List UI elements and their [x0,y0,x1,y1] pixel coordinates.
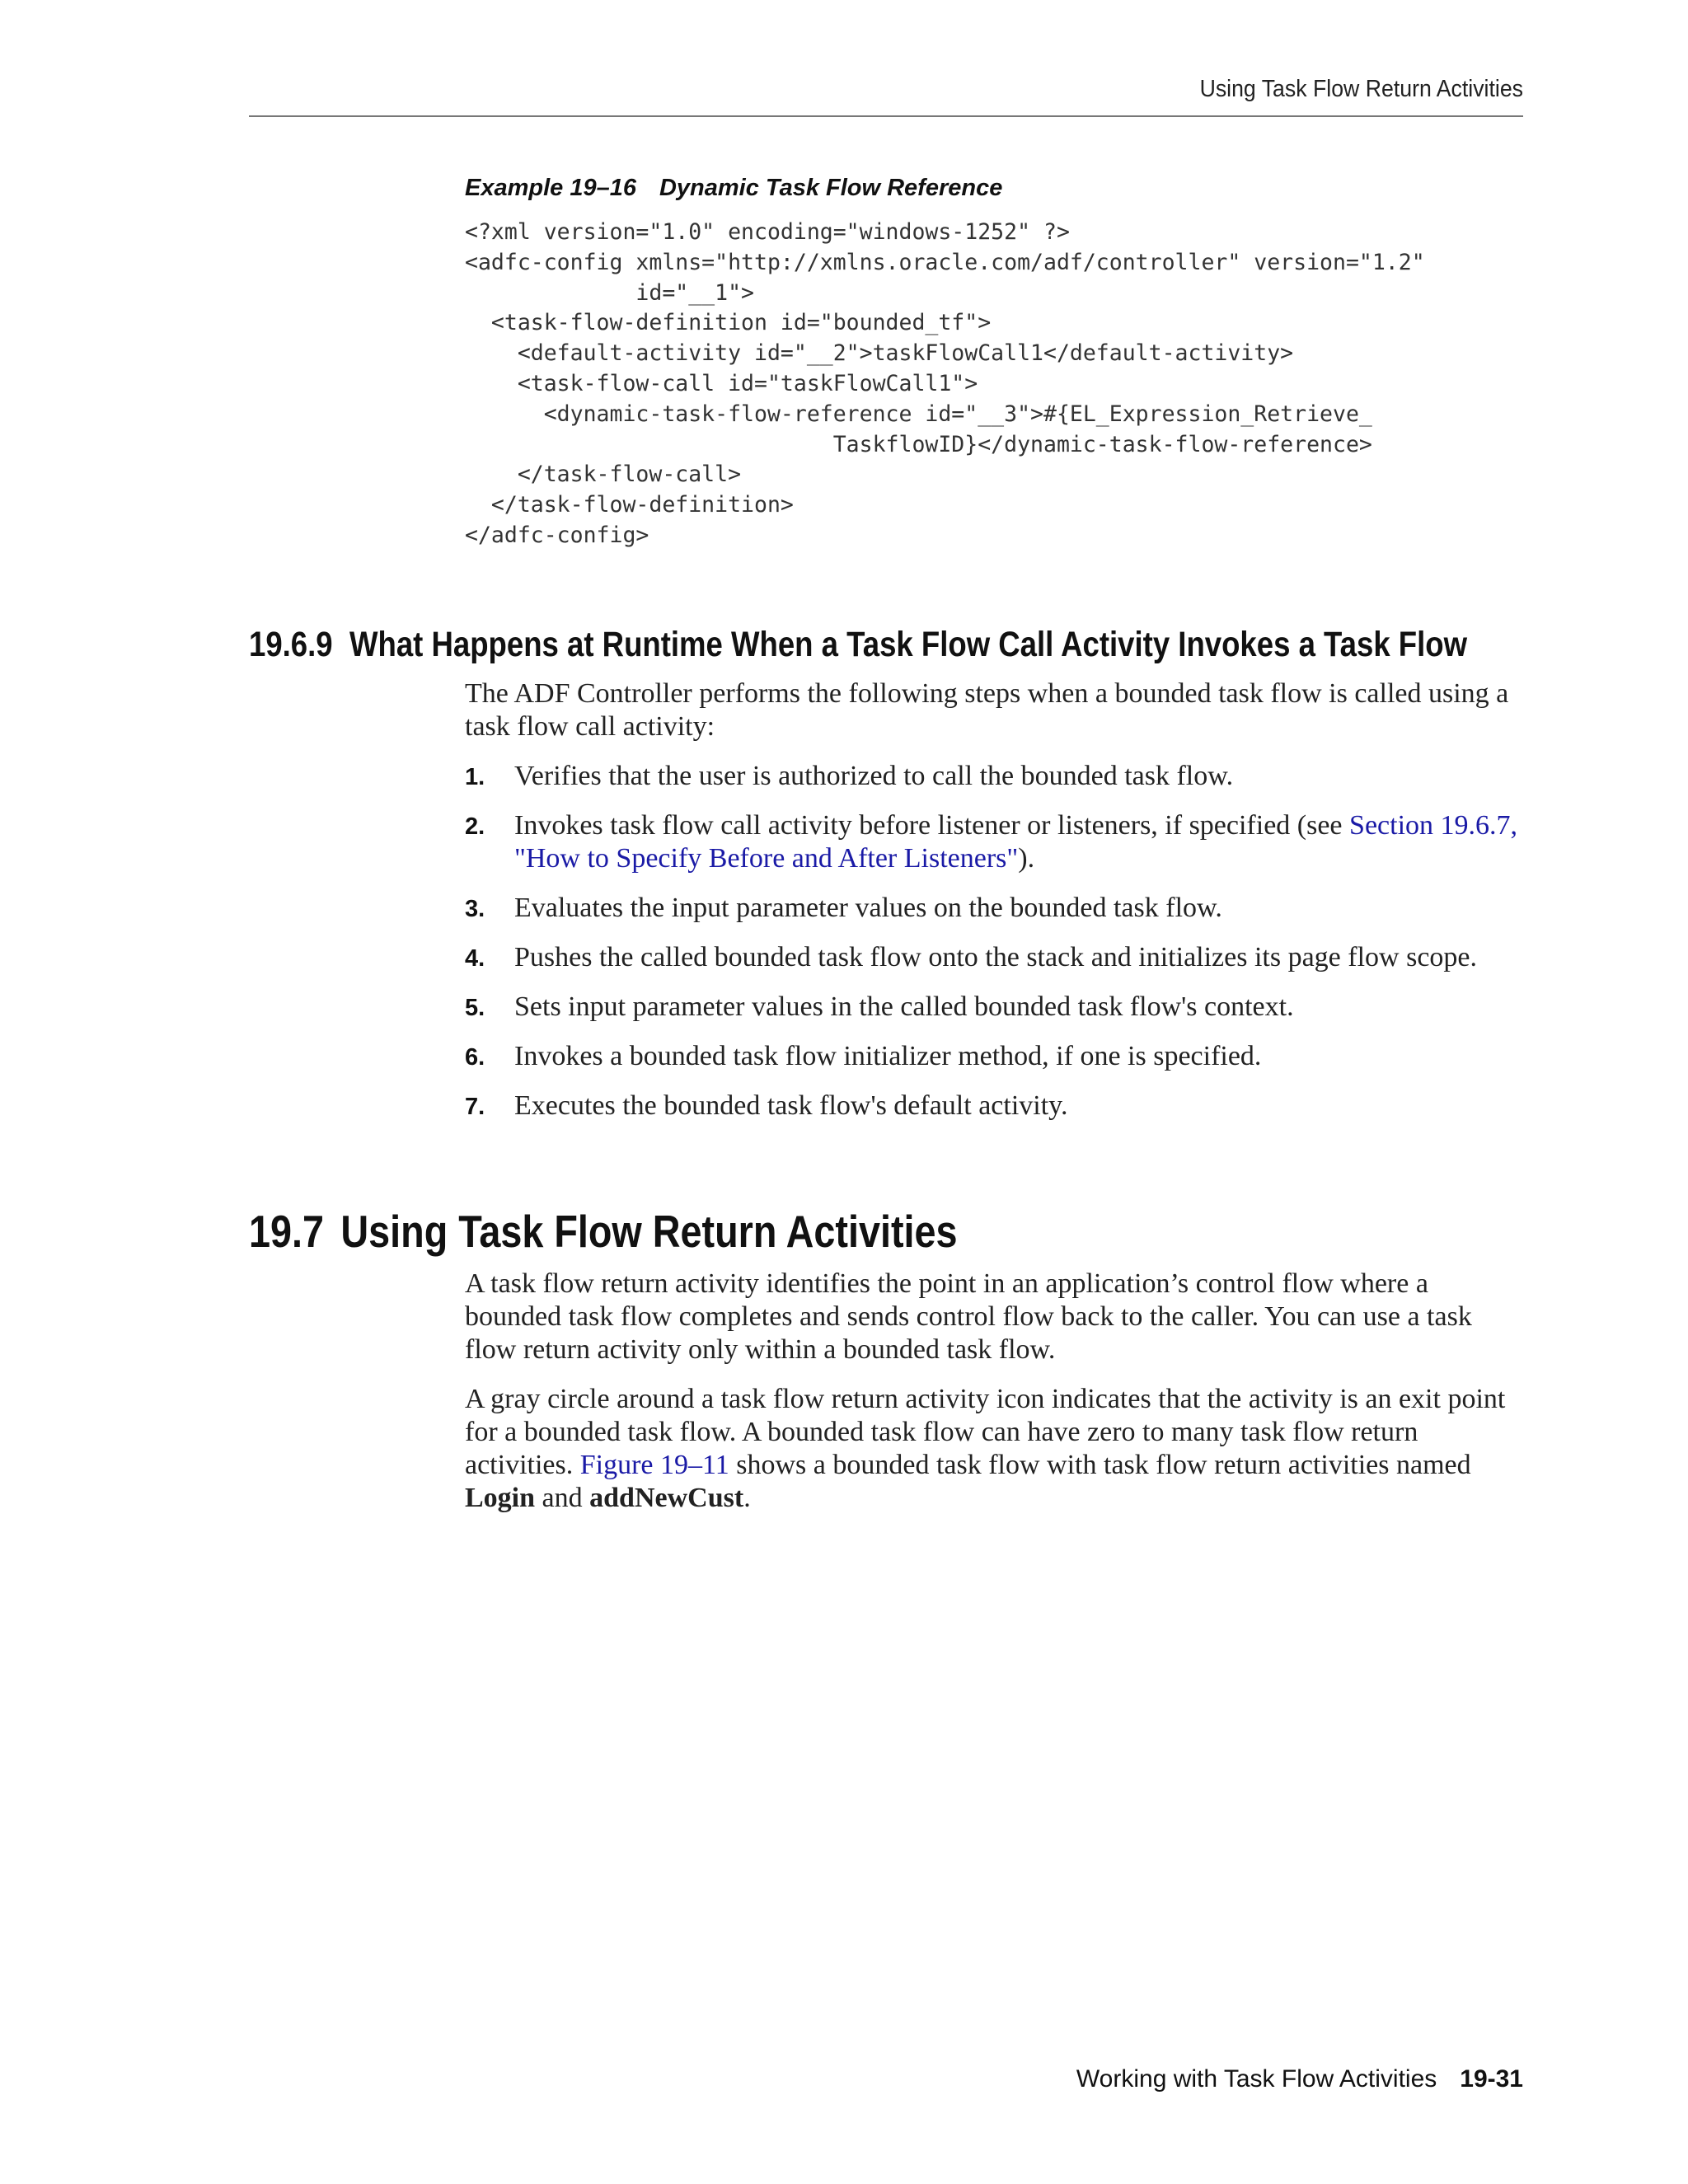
header-divider [249,115,1523,117]
paragraph-text: and [535,1483,590,1513]
page-footer [1076,2065,1523,2093]
list-item [465,941,1528,974]
running-header: Using Task Flow Return Activities [1199,76,1523,102]
list-item [465,1040,1528,1073]
section-intro-paragraph: The ADF Controller performs the following steps when a bounded task flow is called using a task flow call activity: [465,678,1509,742]
code-line: <default-activity id="__2">taskFlowCall1</default-activity> [465,340,1294,367]
section-title: What Happens at Runtime When a Task Flow Call Activity Invokes a Task Flow [349,625,1468,664]
code-line: <adfc-config xmlns="http://xmlns.oracle.com/adf/controller" version="1.2" [465,249,1425,275]
section-title: Using Task Flow Return Activities [340,1206,958,1257]
page-number: 19-31 [1460,2065,1523,2093]
step-number: 2. [465,813,485,840]
list-item [465,809,1528,875]
step-number: 1. [465,764,485,790]
section-heading-19-6-9 [249,625,1467,665]
return-activity-paragraph-2 [465,1383,1528,1515]
section-number: 19.6.9 [249,625,333,664]
example-title: Dynamic Task Flow Reference [659,175,1003,201]
step-number: 6. [465,1044,485,1071]
code-line: <task-flow-call id="taskFlowCall1"> [465,370,978,396]
step-text: Evaluates the input parameter values on the bounded task flow. [514,893,1222,923]
step-number: 5. [465,995,485,1021]
return-activity-paragraph-1: A task flow return activity identifies the point in an application’s control flow where a bounded task flow completes and sends control flow back to the caller. You can use a task flow return activity only within a bounded task flow. [465,1268,1472,1365]
step-text: Sets input parameter values in the called bounded task flow's context. [514,991,1294,1022]
list-item [465,1090,1528,1122]
step-text-end: ). [1018,843,1035,874]
section-cross-reference-link[interactable]: Section 19.6.7, "How to Specify Before and After Listeners" [514,810,1518,874]
paragraph-text: shows a bounded task flow with task flow return activities named [729,1450,1471,1480]
paragraph-text: . [743,1483,751,1513]
footer-chapter-title: Working with Task Flow Activities [1076,2065,1437,2093]
step-text: Invokes task flow call activity before listener or listeners, if specified (see [514,810,1350,841]
example-label: Example 19–16 [465,175,636,201]
activity-name-login: Login [465,1483,536,1513]
step-number: 4. [465,945,485,972]
code-line: <task-flow-definition id="bounded_tf"> [465,310,992,336]
code-line: </task-flow-call> [465,462,742,488]
code-line: id="__1"> [465,279,754,306]
paragraph-text: A gray circle around a task flow return activity icon indicates that the activity is an exit point for a bounded task flow. A bounded task flow can have zero to many task flow return activities. [465,1384,1506,1480]
code-line: </task-flow-definition> [465,492,794,518]
section-heading-19-7 [249,1205,958,1258]
list-item [465,892,1528,925]
list-item [465,991,1528,1024]
list-item [465,760,1528,793]
section-number: 19.7 [249,1206,324,1257]
runtime-steps-list [465,760,1528,1139]
activity-name-addnewcust: addNewCust [589,1483,744,1513]
step-number: 3. [465,896,485,922]
step-text: Executes the bounded task flow's default activity. [514,1090,1068,1121]
code-example [465,218,1425,551]
example-caption [465,175,1002,202]
code-line: TaskflowID}</dynamic-task-flow-reference> [465,431,1372,457]
step-text: Invokes a bounded task flow initializer method, if one is specified. [514,1041,1262,1071]
code-line: <dynamic-task-flow-reference id="__3">#{EL_Expression_Retrieve_ [465,401,1372,427]
step-number: 7. [465,1094,485,1120]
figure-cross-reference-link[interactable]: Figure 19–11 [579,1450,729,1480]
code-line: </adfc-config> [465,522,649,548]
step-text: Verifies that the user is authorized to call the bounded task flow. [514,761,1234,791]
code-line: <?xml version="1.0" encoding="windows-1252" ?> [465,219,1070,245]
step-text: Pushes the called bounded task flow onto the stack and initializes its page flow scope. [514,942,1478,972]
